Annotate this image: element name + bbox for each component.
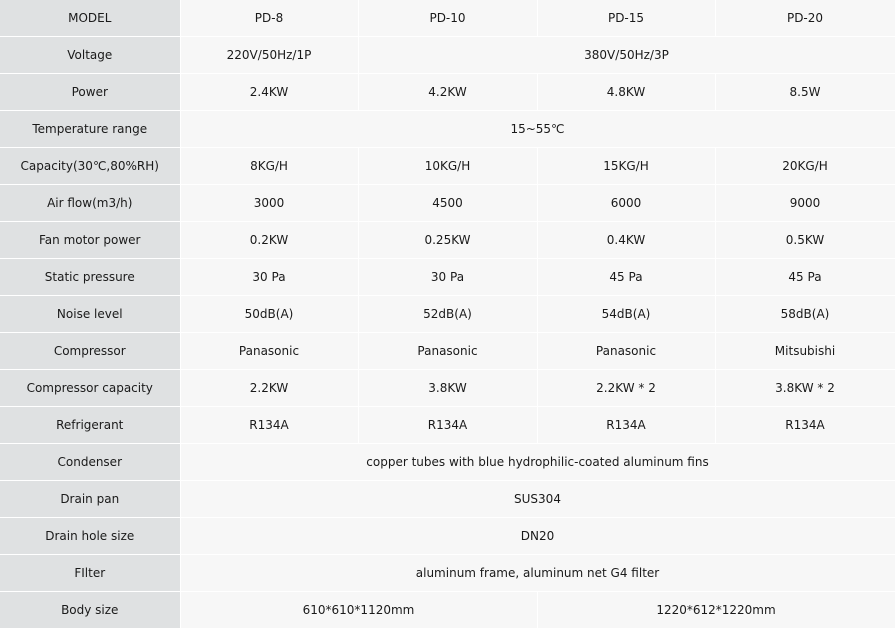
row-value: 2.2KW * 2 [537, 370, 715, 407]
table-row [0, 333, 895, 370]
row-label: Capacity(30℃,80%RH) [0, 148, 180, 185]
row-label: Temperature range [0, 111, 180, 148]
row-value: 0.2KW [180, 222, 358, 259]
row-value: 10KG/H [358, 148, 537, 185]
row-value: 15~55℃ [180, 111, 895, 148]
row-value: 52dB(A) [358, 296, 537, 333]
table-row [0, 555, 895, 592]
table-row [0, 407, 895, 444]
table-row [0, 518, 895, 555]
row-value: 3000 [180, 185, 358, 222]
row-value: 220V/50Hz/1P [180, 37, 358, 74]
row-value: 54dB(A) [537, 296, 715, 333]
row-value: 3.8KW * 2 [715, 370, 895, 407]
row-label: Drain hole size [0, 518, 180, 555]
row-label: Drain pan [0, 481, 180, 518]
row-value: 0.4KW [537, 222, 715, 259]
row-value: 4500 [358, 185, 537, 222]
row-value: 6000 [537, 185, 715, 222]
row-label: Air flow(m3/h) [0, 185, 180, 222]
row-label: Voltage [0, 37, 180, 74]
row-value: DN20 [180, 518, 895, 555]
row-value: 380V/50Hz/3P [358, 37, 895, 74]
row-value: 30 Pa [180, 259, 358, 296]
row-value: 58dB(A) [715, 296, 895, 333]
row-label: Body size [0, 592, 180, 629]
table-row [0, 148, 895, 185]
row-value: 4.8KW [537, 74, 715, 111]
row-value: 0.25KW [358, 222, 537, 259]
model-pd-20: PD-20 [715, 0, 895, 37]
row-value: R134A [358, 407, 537, 444]
row-value: 30 Pa [358, 259, 537, 296]
row-label: Compressor capacity [0, 370, 180, 407]
row-value: 45 Pa [715, 259, 895, 296]
table-row [0, 222, 895, 259]
row-label: Condenser [0, 444, 180, 481]
table-row [0, 259, 895, 296]
row-value: 3.8KW [358, 370, 537, 407]
row-value: 1220*612*1220mm [537, 592, 895, 629]
row-value: aluminum frame, aluminum net G4 filter [180, 555, 895, 592]
table-row [0, 370, 895, 407]
row-value: 45 Pa [537, 259, 715, 296]
row-value: R134A [537, 407, 715, 444]
row-label: Refrigerant [0, 407, 180, 444]
table-row [0, 296, 895, 333]
table-row [0, 481, 895, 518]
row-value: 610*610*1120mm [180, 592, 537, 629]
row-value: Panasonic [180, 333, 358, 370]
row-label: Power [0, 74, 180, 111]
model-pd-10: PD-10 [358, 0, 537, 37]
row-value: R134A [180, 407, 358, 444]
row-value: 0.5KW [715, 222, 895, 259]
row-label: Fan motor power [0, 222, 180, 259]
row-value: Panasonic [358, 333, 537, 370]
row-label: Noise level [0, 296, 180, 333]
header-label: MODEL [0, 0, 180, 37]
table-row [0, 37, 895, 74]
table-row [0, 185, 895, 222]
table-row [0, 74, 895, 111]
row-value: Panasonic [537, 333, 715, 370]
row-label: Static pressure [0, 259, 180, 296]
row-value: 15KG/H [537, 148, 715, 185]
table-row [0, 444, 895, 481]
row-value: 9000 [715, 185, 895, 222]
row-label: Compressor [0, 333, 180, 370]
row-value: Mitsubishi [715, 333, 895, 370]
row-value: 8KG/H [180, 148, 358, 185]
row-value: copper tubes with blue hydrophilic-coated aluminum fins [180, 444, 895, 481]
row-value: 2.2KW [180, 370, 358, 407]
row-value: SUS304 [180, 481, 895, 518]
row-value: 50dB(A) [180, 296, 358, 333]
table-row [0, 111, 895, 148]
row-value: R134A [715, 407, 895, 444]
row-value: 4.2KW [358, 74, 537, 111]
row-label: FIlter [0, 555, 180, 592]
table-row-header [0, 0, 895, 37]
model-pd-8: PD-8 [180, 0, 358, 37]
row-value: 20KG/H [715, 148, 895, 185]
row-value: 8.5W [715, 74, 895, 111]
model-pd-15: PD-15 [537, 0, 715, 37]
row-value: 2.4KW [180, 74, 358, 111]
